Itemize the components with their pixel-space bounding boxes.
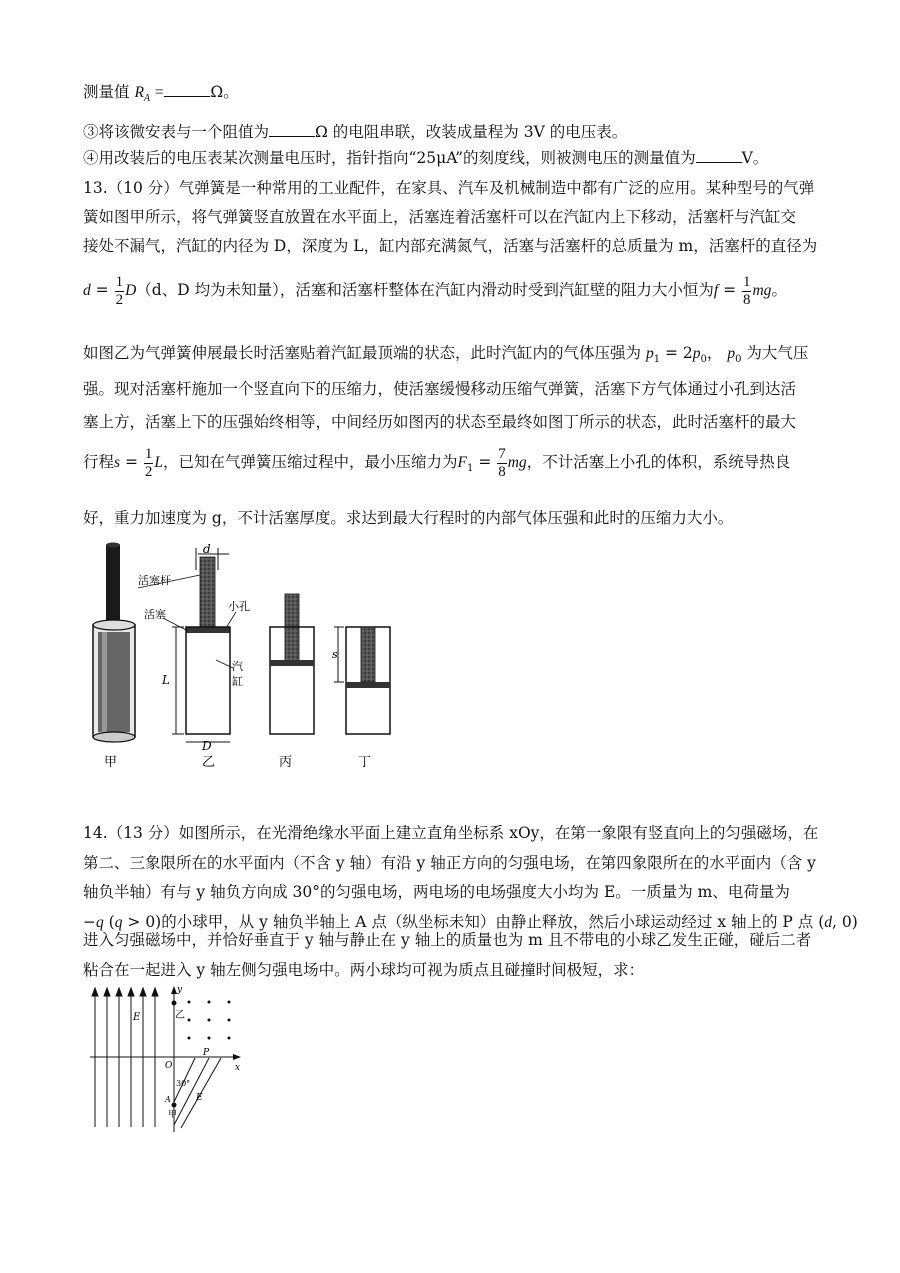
label-yi: 乙 bbox=[175, 1010, 185, 1021]
label-hole: 小孔 bbox=[228, 600, 250, 613]
q13-line-7: 塞上方，活塞上下的压强始终相等，中间经历如图丙的状态至最终如图丁所示的状态，此时活塞杆的最大 bbox=[83, 413, 797, 431]
field-diagram bbox=[85, 982, 255, 1137]
label-E-fourth: E bbox=[196, 1093, 203, 1103]
q13-line-8: 行程s = $\frac{1}{2}$ L，已知在气弹簧压缩过程中，最小压缩力为$F_1$ = $\frac{7}{8}$ mg，不计活塞上小孔的体积，系统导热良 bbox=[83, 445, 791, 480]
q13-line-2: 簧如图甲所示，将气弹簧竖直放置在水平面上，活塞连着活塞杆可以在汽缸内上下移动，活塞杆与汽缸交 bbox=[83, 208, 797, 226]
label-cylinder-2: 缸 bbox=[232, 675, 243, 688]
q14-line-1: 14.（13 分）如图所示，在光滑绝缘水平面上建立直角坐标系 xOy，在第一象限有竖直向上的匀强磁场，在 bbox=[83, 824, 819, 842]
figure-bing bbox=[270, 594, 314, 770]
q14-line-5: 进入匀强磁场中，并恰好垂直于 y 轴与静止在 y 轴上的质量也为 m 且不带电的小球乙发生正碰，碰后二者 bbox=[83, 931, 812, 949]
figure-jia bbox=[93, 543, 135, 771]
label-L: L bbox=[162, 673, 170, 687]
answer-blank bbox=[164, 81, 210, 97]
figure-yi bbox=[138, 542, 250, 770]
q12-text: 测量值 bbox=[83, 83, 130, 101]
label-y: y bbox=[177, 985, 183, 995]
gas-spring-figure bbox=[88, 540, 408, 775]
q13-line-3: 接处不漏气，汽缸的内径为 D，深度为 L，缸内部充满氮气，活塞与活塞杆的总质量为 m，活塞杆的直径为 bbox=[83, 237, 818, 255]
q13-line-9: 好，重力加速度为 g，不计活塞厚度。求达到最大行程时的内部气体压强和此时的压缩力大小。 bbox=[83, 509, 734, 527]
q12-line-1: 测量值 $R_A = \Omega$。 bbox=[83, 83, 239, 105]
q13-line-5: 如图乙为气弹簧伸展最长时活塞贴着汽缸最顶端的状态，此时汽缸内的气体压强为 $p_1 = 2p_0$， $p_0$ 为大气压 bbox=[83, 344, 809, 366]
q14-line-6: 粘合在一起进入 y 轴左侧匀强电场中。两小球均可视为质点且碰撞时间极短，求： bbox=[83, 961, 645, 979]
label-jia: 甲 bbox=[168, 1110, 178, 1120]
ball-yi bbox=[172, 1001, 177, 1006]
label-x: x bbox=[235, 1063, 241, 1073]
figure-ding bbox=[332, 627, 390, 770]
caption-yi: 乙 bbox=[202, 755, 216, 770]
q12-text: Ω。 bbox=[210, 83, 239, 101]
ball-jia bbox=[172, 1103, 177, 1108]
answer-blank bbox=[269, 121, 315, 137]
label-angle: 30° bbox=[176, 1079, 191, 1088]
label-rod: 活塞杆 bbox=[138, 574, 171, 587]
q13-line-1: 13.（10 分）气弹簧是一种常用的工业配件，在家具、汽车及机械制造中都有广泛的应用。某种型号的气弹 bbox=[83, 179, 815, 197]
q12-line-3: ④用改装后的电压表某次测量电压时，指针指向“25μA”的刻度线，则被测电压的测量值为 V。 bbox=[83, 149, 769, 167]
q13-line-6: 强。现对活塞杆施加一个竖直向下的压缩力，使活塞缓慢移动压缩气弹簧，活塞下方气体通过小孔到达活 bbox=[83, 380, 797, 398]
label-A: A bbox=[165, 1095, 171, 1104]
label-cylinder-1: 汽 bbox=[232, 660, 243, 673]
answer-blank bbox=[696, 147, 742, 163]
label-P: P bbox=[203, 1048, 210, 1058]
caption-ding: 丁 bbox=[358, 755, 372, 770]
label-D: D bbox=[202, 739, 212, 753]
q14-line-2: 第二、三象限所在的水平面内（不含 y 轴）有沿 y 轴正方向的匀强电场，在第四象限所在的水平面内（含 y bbox=[83, 854, 816, 872]
q14-line-3: 轴负半轴）有与 y 轴负方向成 30°的匀强电场，两电场的电场强度大小均为 E。一质量为 m、电荷量为 bbox=[83, 883, 790, 901]
label-d: d bbox=[203, 542, 211, 556]
label-E-left: E bbox=[133, 1012, 141, 1023]
q14-line-4: −q (q > 0)的小球甲，从 y 轴负半轴上 A 点（纵坐标未知）由静止释放，然后小球运动经过 x 轴上的 P 点 (d, 0) bbox=[83, 913, 858, 931]
label-O: O bbox=[165, 1061, 173, 1071]
label-piston: 活塞 bbox=[144, 608, 166, 621]
magnetic-field-dots bbox=[188, 1001, 231, 1040]
q13-line-4: d = $\frac{1}{2}$ D（d、D 均为未知量），活塞和活塞杆整体在汽缸内滑动时受到汽缸壁的阻力大小恒为f = $\frac{1}{8}$ mg。 bbox=[83, 273, 787, 308]
caption-bing: 丙 bbox=[279, 755, 293, 770]
caption-jia: 甲 bbox=[104, 755, 118, 770]
label-s: s bbox=[332, 648, 338, 661]
q12-line-2: ③将该微安表与一个阻值为 Ω 的电阻串联，改装成量程为 3V 的电压表。 bbox=[83, 123, 628, 141]
